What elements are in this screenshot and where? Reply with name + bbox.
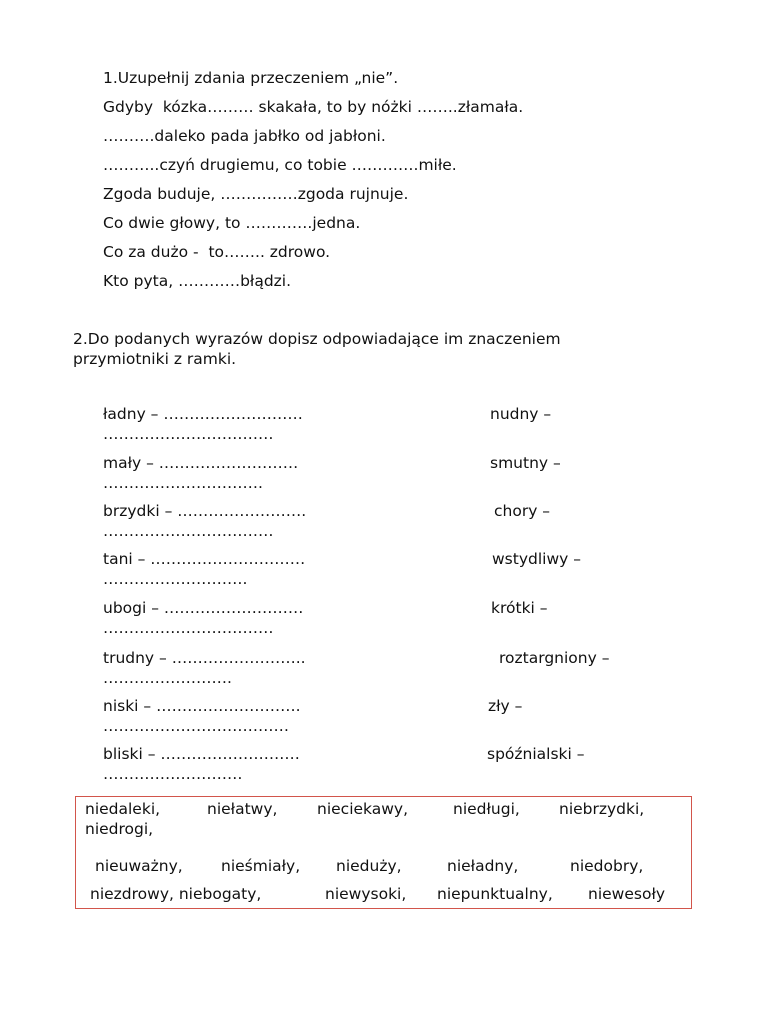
- pair-right: smutny –: [490, 454, 561, 472]
- box-word: niedobry,: [570, 857, 644, 875]
- pair-right: spóźnialski –: [487, 745, 585, 763]
- pair-continuation: …………………….: [103, 669, 232, 687]
- pair-left: mały – ………………………: [103, 454, 299, 472]
- task1-sentence: Co dwie głowy, to ………….jedna.: [103, 214, 361, 232]
- pair-left: niski – ……………………….: [103, 697, 301, 715]
- box-word: nieduży,: [336, 857, 402, 875]
- pair-continuation: ……………………………: [103, 522, 274, 540]
- pair-left: ładny – ………………………: [103, 405, 303, 423]
- pair-right: nudny –: [490, 405, 552, 423]
- box-word: nieciekawy,: [317, 800, 409, 818]
- pair-right: chory –: [494, 502, 551, 520]
- task1-sentence: ……….daleko pada jabłko od jabłoni.: [103, 127, 386, 145]
- box-word: niewysoki,: [325, 885, 407, 903]
- pair-left: ubogi – ………………………: [103, 599, 304, 617]
- task1-sentence: Gdyby kózka……… skakała, to by nóżki ……..złamała.: [103, 98, 524, 116]
- pair-left: tani – …………………………: [103, 550, 306, 568]
- box-word: niewesoły: [588, 885, 666, 903]
- pair-left: trudny – ……………………..: [103, 649, 306, 667]
- pair-continuation: ………………………………: [103, 717, 289, 735]
- task2-title: 2.Do podanych wyrazów dopisz odpowiadające im znaczeniem: [73, 330, 561, 348]
- task1-sentence: Co za dużo - to…….. zdrowo.: [103, 243, 331, 261]
- pair-right: roztargniony –: [499, 649, 610, 667]
- task2-title-cont: przymiotniki z ramki.: [73, 350, 237, 368]
- box-word: nieśmiały,: [221, 857, 301, 875]
- pair-continuation: ……………………….: [103, 570, 248, 588]
- box-word: niepunktualny,: [437, 885, 553, 903]
- pair-right: krótki –: [491, 599, 548, 617]
- pair-right: zły –: [488, 697, 523, 715]
- pair-continuation: ……………………………: [103, 619, 274, 637]
- pair-continuation: ………………………….: [103, 474, 263, 492]
- box-word: nieładny,: [447, 857, 519, 875]
- box-word: niedrogi,: [85, 820, 154, 838]
- pair-right: wstydliwy –: [492, 550, 581, 568]
- task1-sentence: Zgoda buduje, ……………zgoda rujnuje.: [103, 185, 409, 203]
- box-word: nieuważny,: [95, 857, 183, 875]
- pair-continuation: ………………………: [103, 765, 243, 783]
- pair-continuation: ……………………………: [103, 425, 274, 443]
- task1-title: 1.Uzupełnij zdania przeczeniem „nie”.: [103, 69, 399, 87]
- pair-left: brzydki – …………………….: [103, 502, 307, 520]
- box-word: niebrzydki,: [559, 800, 645, 818]
- task1-sentence: ………..czyń drugiemu, co tobie ………….miłe.: [103, 156, 457, 174]
- box-word: niezdrowy, niebogaty,: [90, 885, 262, 903]
- pair-left: bliski – ………………………: [103, 745, 300, 763]
- box-word: niełatwy,: [207, 800, 278, 818]
- task1-sentence: Kto pyta, …………błądzi.: [103, 272, 292, 290]
- box-word: niedługi,: [453, 800, 520, 818]
- box-word: niedaleki,: [85, 800, 161, 818]
